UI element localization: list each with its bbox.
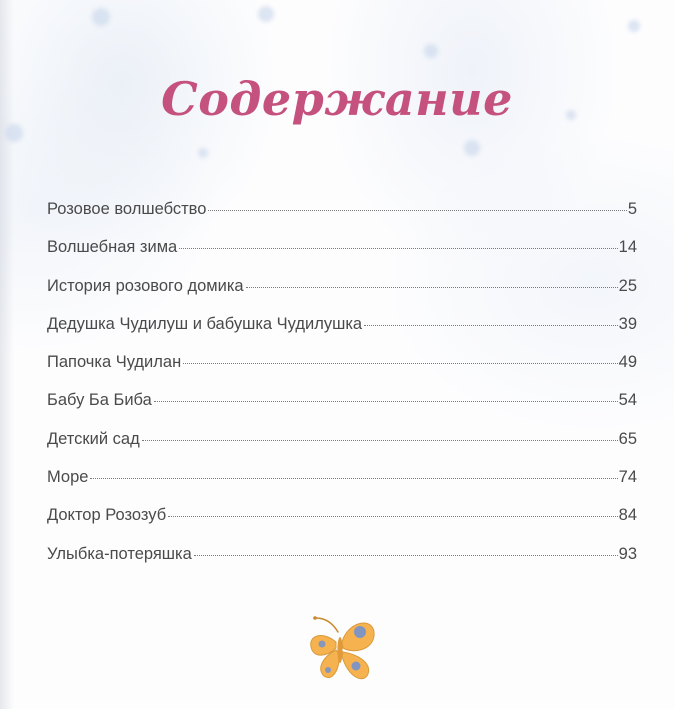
toc-entry-page: 93 xyxy=(618,544,637,563)
toc-entry[interactable] xyxy=(47,315,637,353)
background-dot xyxy=(198,148,208,158)
toc-entry-title: Улыбка-потеряшка xyxy=(47,544,192,563)
background-dot xyxy=(464,140,480,156)
butterfly-spot xyxy=(352,662,361,671)
background-dot xyxy=(5,124,23,142)
toc-entry[interactable] xyxy=(47,200,637,238)
butterfly-spot xyxy=(325,667,331,673)
toc-entry[interactable] xyxy=(47,277,637,315)
toc-dot-leader xyxy=(154,401,618,402)
toc-dot-leader xyxy=(246,287,618,288)
toc-entry-title: Розовое волшебство xyxy=(47,200,207,218)
butterfly-spot xyxy=(319,641,326,648)
toc-dot-leader xyxy=(183,363,617,364)
toc-dot-leader xyxy=(142,440,618,441)
background-dot xyxy=(424,44,438,58)
toc-entry-page: 65 xyxy=(618,429,637,448)
toc-entry[interactable] xyxy=(47,353,637,391)
toc-entry[interactable] xyxy=(47,238,637,276)
butterfly-antenna-tip xyxy=(313,616,317,620)
toc-entry[interactable] xyxy=(47,545,637,583)
toc-dot-leader xyxy=(364,325,618,326)
toc-entry-title: Папочка Чудилан xyxy=(47,353,182,372)
toc-entry-title: Бабу Ба Биба xyxy=(47,391,152,410)
background-dot xyxy=(258,6,274,22)
toc-entry-page: 14 xyxy=(618,238,637,257)
background-dot xyxy=(628,20,640,32)
butterfly-antenna xyxy=(316,618,338,632)
toc-entry[interactable] xyxy=(47,391,637,429)
toc-entry-title: Доктор Розозуб xyxy=(47,506,167,525)
toc-dot-leader xyxy=(168,516,617,517)
toc-entry-page: 5 xyxy=(627,200,637,218)
toc-entry-title: Детский сад xyxy=(47,429,140,448)
toc-entry-page: 25 xyxy=(618,276,637,295)
toc-entry-page: 74 xyxy=(618,468,637,487)
toc-entry-page: 39 xyxy=(618,314,637,333)
toc-entry-title: Дедушка Чудилуш и бабушка Чудилушка xyxy=(47,314,363,333)
toc-dot-leader xyxy=(208,210,626,211)
toc-entry-title: Море xyxy=(47,468,89,487)
butterfly-spot xyxy=(354,626,366,638)
toc-entry-title: Волшебная зима xyxy=(47,238,178,257)
toc-dot-leader xyxy=(90,478,617,479)
butterfly-icon xyxy=(298,612,382,686)
table-of-contents xyxy=(47,200,637,583)
background-dot xyxy=(92,8,110,26)
toc-entry-page: 54 xyxy=(618,391,637,410)
page-title: Содержание xyxy=(161,72,513,126)
toc-dot-leader xyxy=(179,248,617,249)
toc-entry-page: 84 xyxy=(618,506,637,525)
toc-entry[interactable] xyxy=(47,506,637,544)
toc-dot-leader xyxy=(194,555,618,556)
butterfly-body xyxy=(337,637,342,663)
toc-entry[interactable] xyxy=(47,468,637,506)
toc-entry-title: История розового домика xyxy=(47,276,244,295)
toc-entry-page: 49 xyxy=(618,353,637,372)
toc-entry[interactable] xyxy=(47,430,637,468)
